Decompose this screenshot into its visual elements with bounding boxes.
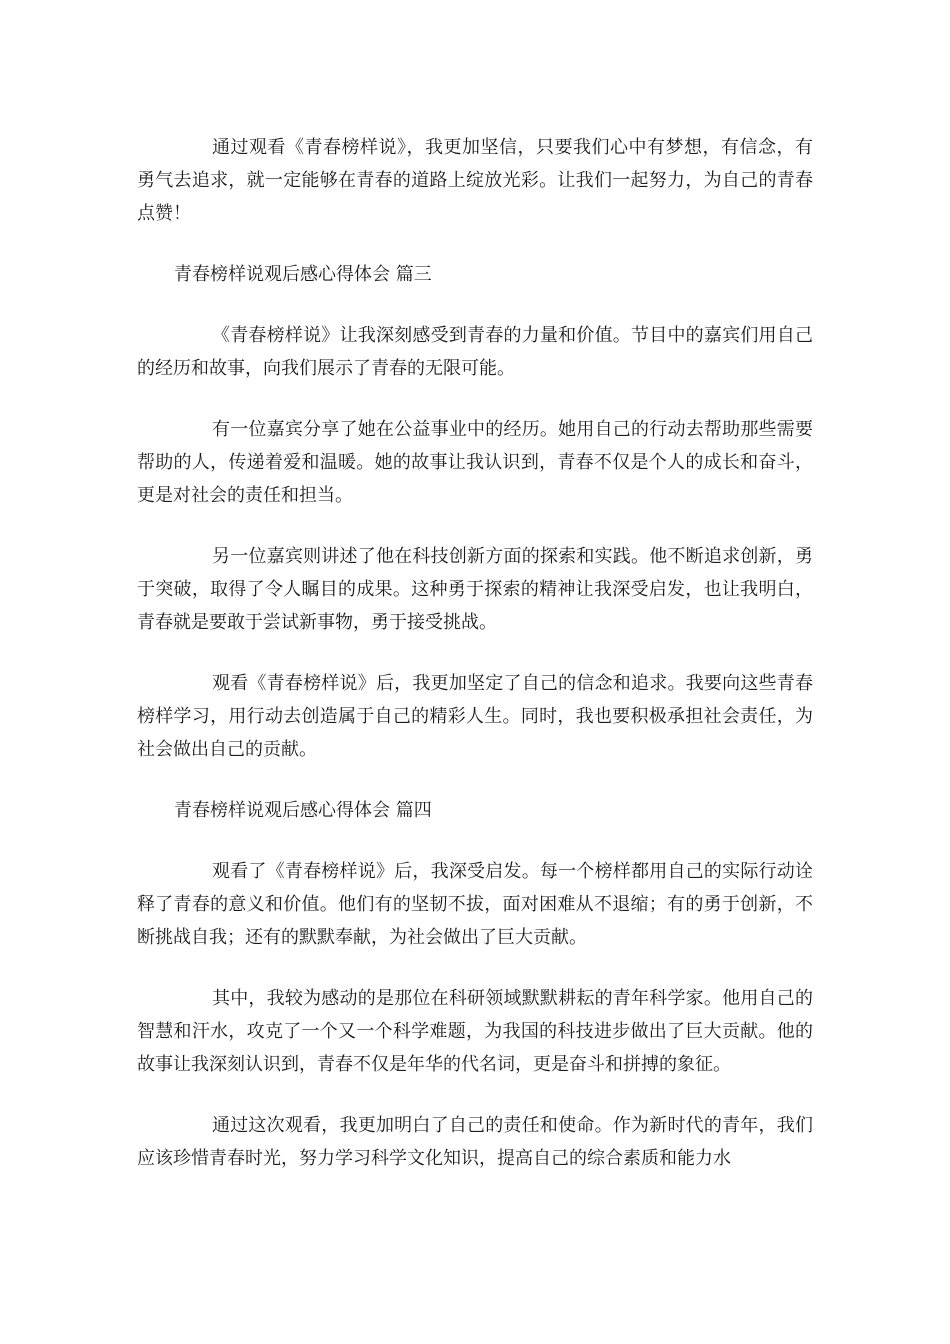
paragraph: 《青春榜样说》让我深刻感受到青春的力量和价值。节目中的嘉宾们用自己的经历和故事，向我们展示了青春的无限可能。 <box>137 325 813 379</box>
paragraph: 有一位嘉宾分享了她在公益事业中的经历。她用自己的行动去帮助那些需要帮助的人，传递着爱和温暖。她的故事让我认识到，青春不仅是个人的成长和奋斗，更是对社会的责任和担当。 <box>137 419 813 506</box>
paragraph: 观看了《青春榜样说》后，我深受启发。每一个榜样都用自己的实际行动诠释了青春的意义和价值。他们有的坚韧不拔，面对困难从不退缩；有的勇于创新，不断挑战自我；还有的默默奉献，为社会做出了巨大贡献。 <box>137 861 813 948</box>
paragraph: 通过观看《青春榜样说》，我更加坚信，只要我们心中有梦想，有信念，有勇气去追求，就一定能够在青春的道路上绽放光彩。让我们一起努力，为自己的青春点赞！ <box>137 137 813 224</box>
paragraph: 另一位嘉宾则讲述了他在科技创新方面的探索和实践。他不断追求创新，勇于突破，取得了令人瞩目的成果。这种勇于探索的精神让我深受启发，也让我明白，青春就是要敢于尝试新事物，勇于接受挑战。 <box>137 546 813 633</box>
paragraph: 其中，我较为感动的是那位在科研领域默默耕耘的青年科学家。他用自己的智慧和汗水，攻克了一个又一个科学难题，为我国的科技进步做出了巨大贡献。他的故事让我深刻认识到，青春不仅是年华的代名词，更是奋斗和拼搏的象征。 <box>137 988 813 1075</box>
section-heading: 青春榜样说观后感心得体会 篇四 <box>174 800 432 821</box>
paragraph: 通过这次观看，我更加明白了自己的责任和使命。作为新时代的青年，我们应该珍惜青春时光，努力学习科学文化知识，提高自己的综合素质和能力水 <box>137 1115 813 1169</box>
document-body <box>137 131 813 1203</box>
paragraph: 观看《青春榜样说》后，我更加坚定了自己的信念和追求。我要向这些青春榜样学习，用行动去创造属于自己的精彩人生。同时，我也要积极承担社会责任，为社会做出自己的贡献。 <box>137 673 813 760</box>
section-heading: 青春榜样说观后感心得体会 篇三 <box>174 264 432 285</box>
